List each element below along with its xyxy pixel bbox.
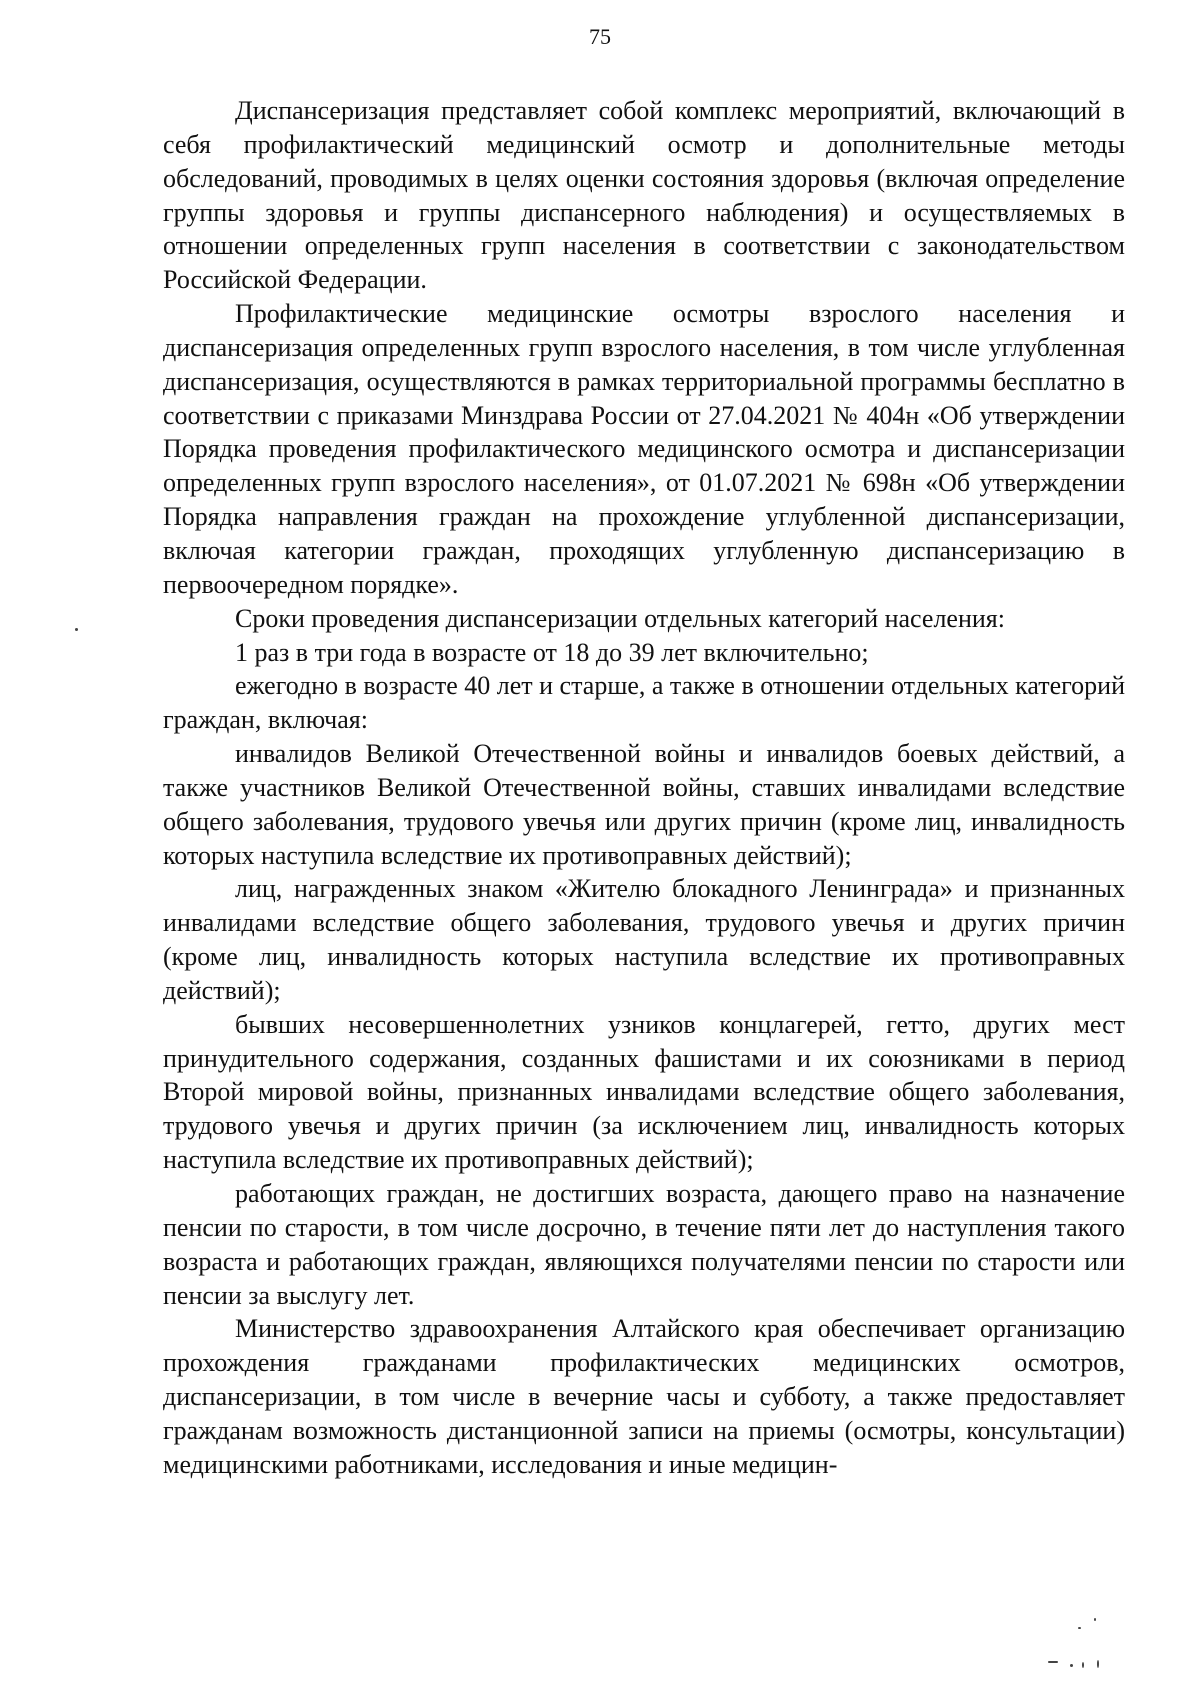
page-number: 75 [589,24,611,49]
paragraph-category-former-prisoners: бывших несовершеннолетних узников концлагерей, гетто, других мест принудительного содержания, созданных фашистами и их союзниками в период Второй мировой войны, признанных инвалидами вследствие общего заболевания, трудового увечья и других причин (за исключением лиц, инвалидность которых наступила вследствие их противоправных действий); [163,1009,1125,1175]
paragraph-preventive-exams: Профилактические медицинские осмотры взрослого населения и диспансеризация определенных групп взрослого населения, в том числе углубленная диспансеризация, осуществляются в рамках территориальной программы бесплатно в соответствии с приказами Минздрава России от 27.04.2021 № 404н «Об утверждении Порядка проведения профилактического медицинского осмотра и диспансеризации определенных групп взрослого населения», от 01.07.2021 № 698н «Об утверждении Порядка направления граждан на прохождение углубленной диспансеризации, включая категории граждан, проходящих углубленную диспансеризацию в первоочередном порядке». [163,299,1125,599]
paragraph-dispanserization-definition: Диспансеризация представляет собой комплекс мероприятий, включающий в себя профилактический медицинский осмотр и дополнительные методы обследований, проводимых в целях оценки состояния здоровья (включая определение группы здоровья и группы диспансерного наблюдения) и осуществляемых в отношении определенных групп населения в соответствии с законодательством Российской Федерации. [163,96,1125,295]
paragraph-term-annual: ежегодно в возрасте 40 лет и старше, а также в отношении отдельных категорий граждан, включая: [163,671,1125,735]
paragraph-category-leningrad-blockade: лиц, награжденных знаком «Жителю блокадного Ленинграда» и признанных инвалидами вследствие общего заболевания, трудового увечья и других причин (кроме лиц, инвалидность которых наступила вследствие их противоправных действий); [163,874,1125,1005]
paragraph-terms-heading: Сроки проведения диспансеризации отдельных категорий населения: [235,603,1005,633]
paragraph-ministry-organization: Министерство здравоохранения Алтайского края обеспечивает организацию прохождения гражданами профилактических медицинских осмотров, диспансеризации, в том числе в вечерние часы и субботу, а также предоставляет гражданам возможность дистанционной записи на приемы (осмотры, консультации) медицинскими работниками, исследования и иные медицин- [163,1314,1125,1479]
paragraph-category-war-invalids: инвалидов Великой Отечественной войны и инвалидов боевых действий, а также участников Великой Отечественной войны, ставших инвалидами вследствие общего заболевания, трудового увечья или других причин (кроме лиц, инвалидность которых наступила вследствие их противоправных действий); [163,739,1125,870]
scan-speck [1078,1627,1081,1629]
paragraph-category-working-citizens: работающих граждан, не достигших возраста, дающего право на назначение пенсии по старости, в том числе досрочно, в течение пяти лет до наступления такого возраста и работающих граждан, являющихся получателями пенсии по старости или пенсии за выслугу лет. [163,1179,1125,1310]
scan-speck [1094,1618,1096,1621]
scan-speck [1097,1660,1099,1668]
body-text [163,94,1125,1482]
scan-speck [1082,1662,1084,1668]
paragraph-term-18-39: 1 раз в три года в возрасте от 18 до 39 лет включительно; [235,637,869,667]
scan-speck [75,628,78,631]
scan-speck [1070,1664,1073,1667]
scan-speck [1048,1661,1058,1663]
